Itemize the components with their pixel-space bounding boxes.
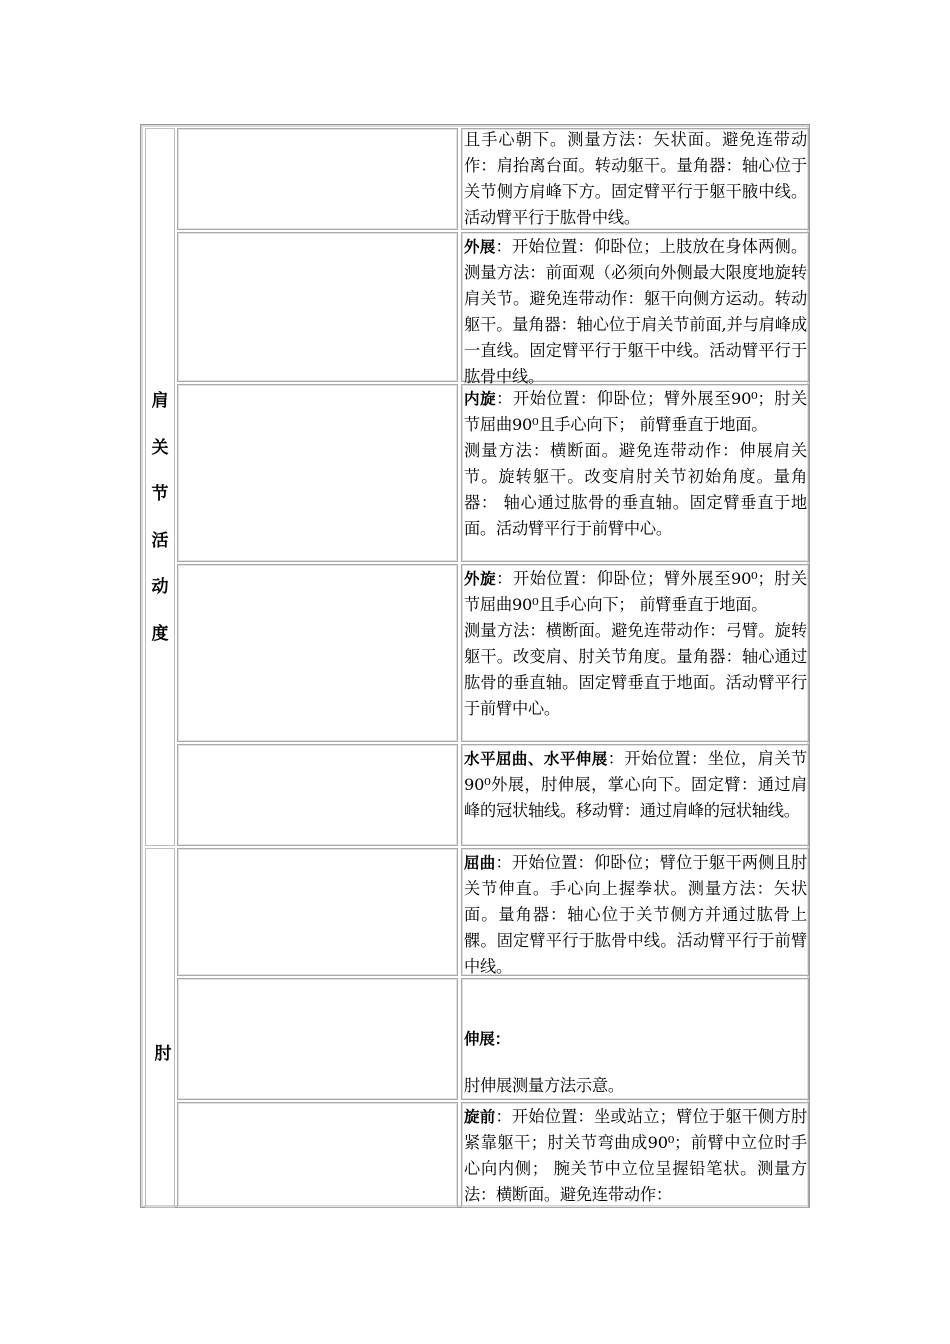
group-label-char: 关 [151, 437, 169, 458]
description-paragraph: 测量方法：横断面。避免连带动作：弓臂。旋转躯干。改变肩、肘关节角度。量角器：轴心通过肱骨的垂直轴。固定臂垂直于地面。活动臂平行于前臂中心。 [464, 621, 807, 718]
description-paragraph: 且手心朝下。测量方法：矢状面。避免连带动作：肩抬离台面。转动躯干。量角器：轴心位于关节侧方肩峰下方。固定臂平行于躯干腋中线。活动臂平行于肱骨中线。 [464, 130, 807, 227]
description-paragraph: ：开始位置：仰卧位；臂位于躯干两侧且肘关节伸直。手心向上握拳状。测量方法：矢状面。量角器：轴心位于关节侧方并通过肱骨上髁。固定臂平行于肱骨中线。活动臂平行于前臂中线。 [464, 853, 807, 976]
description-paragraph: ：开始位置：仰卧位；臂外展至90⁰；肘关节屈曲90⁰且手心向下； 前臂垂直于地面。 [464, 389, 807, 434]
description-paragraph: ：开始位置：仰卧位；上肢放在身体两侧。测量方法：前面观（必须向外侧最大限度地旋转肩关节。避免连带动作：躯干向侧方运动。转动躯干。量角器：轴心位于肩关节前面,并与肩峰成一直线。固定臂平行于躯干中线。活动臂平行于肱骨中线。 [464, 237, 807, 386]
shoulder-group-cell [145, 128, 175, 846]
description-cell [461, 978, 809, 1100]
illustration-cell [177, 384, 458, 562]
description-paragraph: ：开始位置：仰卧位；臂外展至90⁰；肘关节屈曲90⁰且手心向下； 前臂垂直于地面。 [464, 569, 807, 614]
description-cell [461, 232, 809, 386]
group-label-char: 肩 [151, 391, 169, 411]
movement-heading: 水平屈曲、水平伸展 [464, 750, 608, 768]
illustration-cell [177, 128, 458, 230]
description-paragraph: ：开始位置：坐或站立；臂位于躯干侧方肘紧靠躯干；肘关节弯曲成90⁰；前臂中立位时手心向内侧； 腕关节中立位呈握铅笔状。测量方法：横断面。避免连带动作： [464, 1107, 807, 1204]
movement-heading: 外展 [464, 238, 496, 256]
group-label-char: 节 [151, 484, 169, 504]
illustration-cell [177, 978, 458, 1100]
movement-heading: 伸展： [464, 1030, 510, 1048]
group-label-char: 活 [151, 530, 169, 551]
group-label-char: 度 [151, 623, 169, 644]
elbow-group-cell [145, 848, 175, 1208]
illustration-cell [177, 564, 458, 742]
group-label-char: 动 [151, 577, 169, 597]
description-cell [461, 848, 809, 976]
group-label-char: 肘 [154, 1044, 172, 1064]
description-paragraph: 肘伸展测量方法示意。 [464, 1076, 624, 1095]
illustration-cell [177, 848, 458, 976]
movement-heading: 内旋 [464, 390, 497, 408]
description-cell [461, 744, 809, 846]
description-cell [461, 564, 809, 742]
description-cell [461, 1102, 809, 1208]
description-cell [461, 128, 809, 230]
illustration-cell [177, 1102, 458, 1208]
description-paragraph: 测量方法：横断面。避免连带动作：伸展肩关节。旋转躯干。改变肩肘关节初始角度。量角器： 轴心通过肱骨的垂直轴。固定臂垂直于地面。活动臂平行于前臂中心。 [464, 441, 807, 538]
description-cell [461, 384, 809, 562]
movement-heading: 屈曲 [464, 854, 496, 872]
illustration-cell [177, 232, 458, 382]
movement-heading: 外旋 [464, 570, 497, 588]
description-paragraph: ：开始位置：坐位，肩关节90⁰外展，肘伸展，掌心向下。固定臂：通过肩峰的冠状轴线。移动臂：通过肩峰的冠状轴线。 [464, 749, 807, 820]
movement-heading: 旋前 [464, 1108, 496, 1126]
illustration-cell [177, 744, 458, 846]
